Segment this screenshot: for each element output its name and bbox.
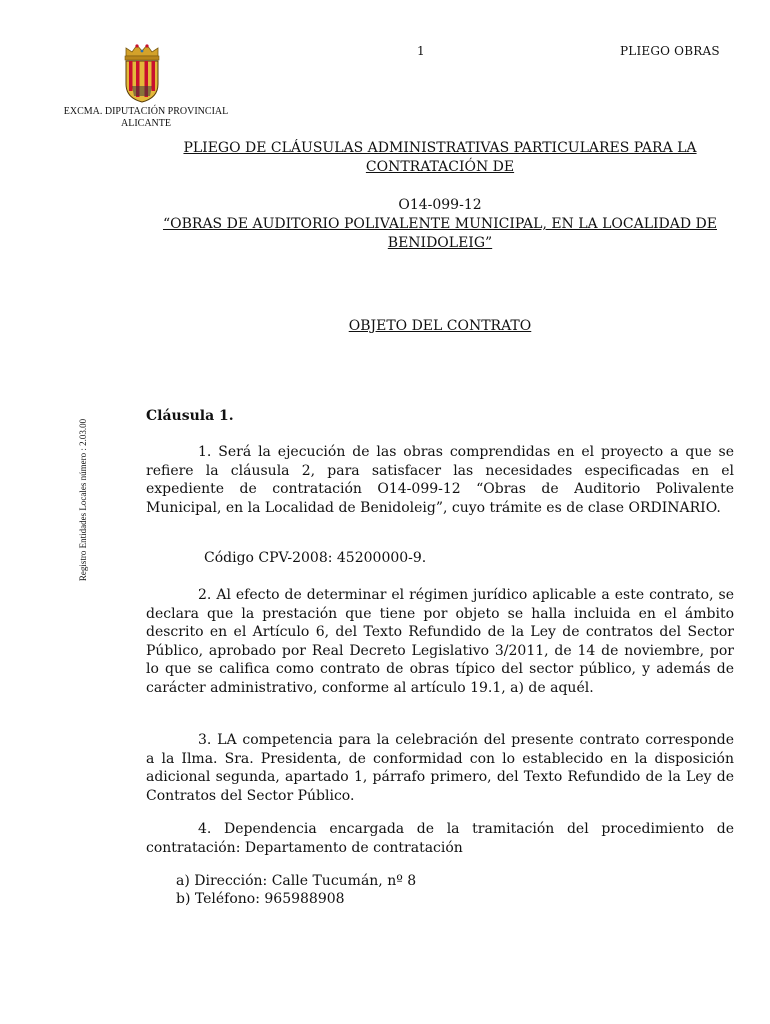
paragraph-1: 1. Será la ejecución de las obras comprendidas en el proyecto a que se refiere la cláusula 2, para satisfacer las necesidades especificadas en el expediente de contratación O14-099-12 “Obras de Auditorio Polivalente Municipal, en la Localidad de Benidoleig”, cuyo trámite es de clase ORDINARIO. [146, 444, 734, 516]
paragraph-3: 3. LA competencia para la celebración del presente contrato corresponde a la Ilma. Sra. Presidenta, de conformidad con lo establecido en la disposición adicional segunda, apartado 1, párrafo primero, del Texto Refundido de la Ley de Contratos del Sector Público. [146, 732, 734, 804]
side-registry-text [66, 420, 100, 580]
organization-name [56, 106, 236, 130]
cpv-code: Código CPV-2008: 45200000-9. [204, 550, 427, 566]
document-title [146, 139, 734, 253]
page-number: 1 [417, 44, 425, 58]
organization-line-2: ALICANTE [121, 118, 171, 129]
clause-heading: Cláusula 1. [146, 408, 234, 424]
title-line-2: CONTRATACIÓN DE [365, 159, 515, 175]
title-line-4: BENIDOLEIG” [387, 235, 493, 251]
coat-of-arms-icon [120, 42, 164, 104]
list-item-phone: b) Teléfono: 965988908 [176, 891, 345, 907]
organization-line-1: EXCMA. DIPUTACIÓN PROVINCIAL [63, 106, 229, 117]
paragraph-4: 4. Dependencia encargada de la tramitación del procedimiento de contratación: Departamento de contratación [146, 821, 734, 856]
title-line-3: “OBRAS DE AUDITORIO POLIVALENTE MUNICIPAL, EN LA LOCALIDAD DE [162, 216, 717, 232]
header-document-type: PLIEGO OBRAS [620, 44, 720, 58]
side-registry-label: Registro Entidades Locales número : 2.03.00 [78, 418, 88, 582]
paragraph-2: 2. Al efecto de determinar el régimen jurídico aplicable a este contrato, se declara que la prestación que tiene por objeto se halla incluida en el ámbito descrito en el Artículo 6, del Texto Refundido de la Ley de contratos del Sector Público, aprobado por Real Decreto Legislativo 3/2011, de 14 de noviembre, por lo que se califica como contrato de obras típico del sector público, y además de carácter administrativo, conforme al artículo 19.1, a) de aquél. [146, 587, 734, 696]
section-title: OBJETO DEL CONTRATO [348, 318, 532, 334]
title-line-1: PLIEGO DE CLÁUSULAS ADMINISTRATIVAS PARTICULARES PARA LA [183, 140, 697, 156]
list-item-address: a) Dirección: Calle Tucumán, nº 8 [176, 873, 417, 889]
title-code: O14-099-12 [398, 197, 482, 213]
